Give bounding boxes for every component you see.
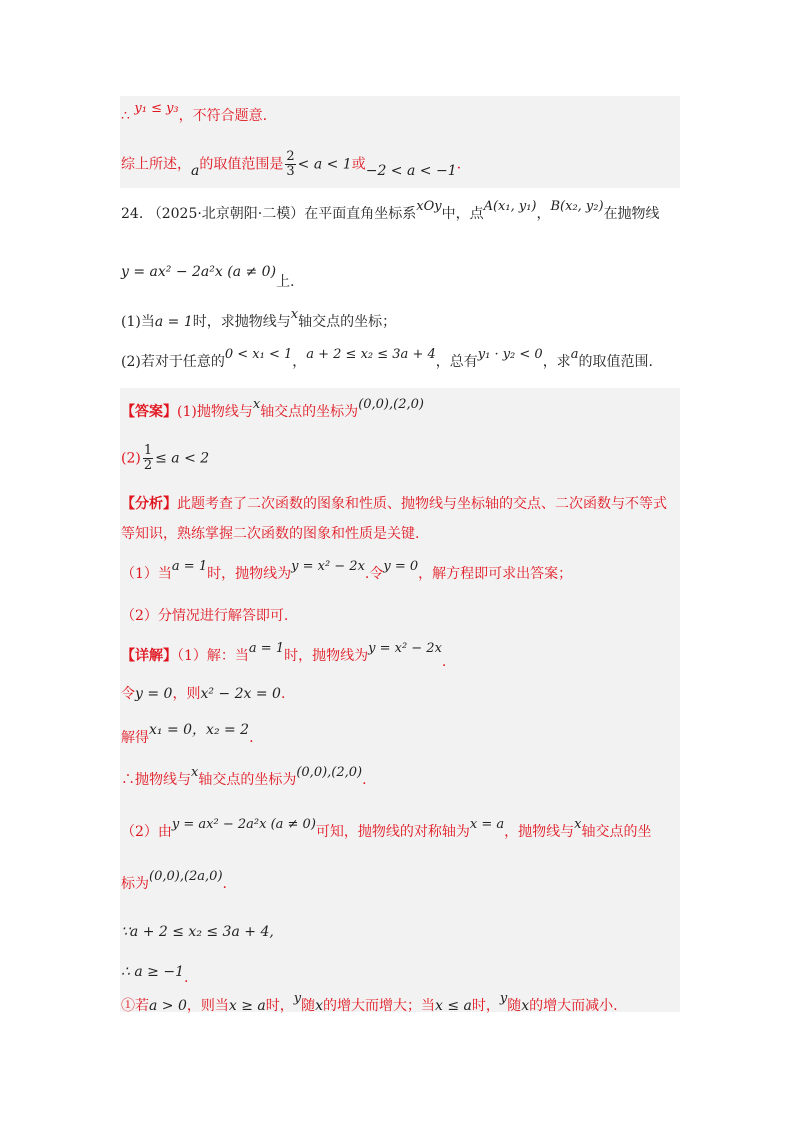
formula: y = 0	[135, 686, 173, 702]
text: .	[280, 686, 286, 702]
text: 的增大而减小.	[529, 998, 618, 1014]
numerator: 1	[143, 443, 153, 458]
problem-stem-line1	[121, 199, 660, 225]
problem-source: （2025·北京朝阳·二模）	[147, 206, 305, 222]
analysis-tag: 【分析】	[121, 496, 177, 512]
formula: −2 < a < −1	[365, 162, 457, 179]
text: 轴交点的坐标为	[198, 772, 297, 788]
variable: a	[191, 162, 200, 179]
text: ，求	[542, 354, 571, 370]
text: ∴抛物线与	[121, 772, 191, 788]
text: 的取值范围是	[199, 156, 284, 173]
text: ，	[536, 206, 551, 222]
formula: xOy	[416, 199, 442, 214]
formula: a = 1	[171, 559, 208, 574]
text: .	[222, 876, 227, 892]
analysis-line-3	[121, 559, 573, 585]
text: ，总有	[435, 354, 478, 370]
text: 时，抛物线为	[284, 648, 369, 664]
text: .	[362, 772, 367, 788]
formula: (0,0),(2,0)	[358, 397, 424, 412]
answer-tag: 【答案】	[121, 404, 177, 420]
text: ，解方程即可求出答案；	[418, 566, 573, 582]
formula: x ≤ a	[435, 998, 472, 1014]
numerator: 2	[286, 149, 295, 164]
text: 等知识，熟练掌握二次函数的图象和性质是关键.	[121, 526, 420, 542]
formula: y = x² − 2x	[368, 641, 442, 656]
detail-line-8	[121, 962, 189, 986]
text: ①若	[121, 998, 149, 1014]
formula: ≤ a < 2	[155, 450, 210, 467]
formula: (0,0),(2a,0)	[149, 869, 223, 884]
text: 可知，抛物线的对称轴为	[315, 824, 470, 840]
formula: x ≥ a	[228, 998, 266, 1014]
detail-tag: 【详解】	[121, 648, 177, 664]
detail-line-2	[121, 684, 285, 704]
answer-line-2	[121, 444, 209, 473]
problem-stem-line2	[121, 262, 295, 290]
text: 在平面直角坐标系	[304, 206, 417, 222]
text: (1)当	[121, 314, 155, 330]
formula: y = ax² − 2a²x (a ≠ 0)	[171, 817, 316, 832]
formula: a = 1	[154, 314, 193, 330]
formula: y₁ ≤ y₃	[134, 101, 179, 116]
denominator: 2	[143, 458, 153, 473]
question-2	[121, 347, 653, 373]
formula: y = ax² − 2a²x (a ≠ 0)	[121, 264, 277, 280]
detail-line-4	[121, 765, 367, 791]
text: 的增大而增大；当	[323, 998, 436, 1014]
analysis-line-2	[121, 524, 419, 544]
detail-line-3	[121, 720, 254, 746]
text: (2)若对于任意的	[121, 354, 225, 370]
text: 上.	[276, 274, 295, 290]
fraction	[143, 444, 153, 473]
text: 标为	[121, 876, 149, 892]
text: 时，求抛物线与	[192, 314, 291, 330]
text: （1）解：当	[177, 648, 249, 664]
denominator: 3	[286, 164, 295, 179]
text: .	[441, 654, 447, 670]
text: 随	[301, 998, 316, 1014]
formula: (0,0),(2,0)	[296, 765, 363, 780]
answer-line-1	[121, 397, 424, 423]
text: 轴交点的坐标；	[298, 314, 397, 330]
formula: x² − 2x = 0	[200, 686, 281, 702]
text: 此题考查了二次函数的图象和性质、抛物线与坐标轴的交点、二次函数与不等式	[177, 496, 667, 512]
detail-line-7	[121, 922, 274, 942]
variable: y	[499, 991, 508, 1006]
problem-number: 24.	[121, 206, 144, 222]
formula: A(x₁, y₁)	[483, 199, 537, 214]
text: ，抛物线与	[504, 824, 575, 840]
detail-line-5	[121, 817, 652, 843]
text: .	[183, 970, 189, 986]
text: 时，抛物线为	[207, 566, 292, 582]
text: (1)抛物线与	[177, 404, 253, 420]
text: .	[456, 156, 462, 173]
text: （2）分情况进行解答即可.	[121, 608, 289, 624]
variable: x	[521, 998, 530, 1014]
text: ，不符合题意.	[178, 108, 268, 124]
variable: x	[315, 998, 324, 1014]
variable: x	[574, 817, 582, 832]
prev-summary-line	[121, 150, 461, 179]
formula: < a < 1	[297, 156, 352, 173]
text: 中，点	[441, 206, 484, 222]
text: 综上所述，	[121, 156, 191, 173]
formula: ∵a + 2 ≤ x₂ ≤ 3a + 4,	[121, 924, 274, 940]
detail-line-1	[121, 641, 447, 670]
formula: y = x² − 2x	[291, 559, 365, 574]
text: 的取值范围.	[578, 354, 653, 370]
text: 时，	[265, 998, 294, 1014]
formula: ∴ a ≥ −1	[121, 964, 184, 980]
variable: x	[252, 397, 261, 412]
formula: a + 2 ≤ x₂ ≤ 3a + 4	[306, 347, 436, 362]
formula: y = 0	[383, 559, 419, 574]
text: ，则当	[186, 998, 229, 1014]
fraction	[285, 150, 295, 179]
text: （1）当	[121, 566, 172, 582]
detail-line-9	[121, 991, 618, 1017]
formula: a = 1	[248, 641, 285, 656]
text: (2)	[121, 450, 141, 467]
analysis-line-4	[121, 606, 288, 626]
text: 时，	[471, 998, 500, 1014]
text: 令	[121, 686, 135, 702]
text: 随	[507, 998, 522, 1014]
therefore-symbol: ∴	[121, 108, 130, 124]
formula: x = a	[469, 817, 505, 832]
analysis-line-1	[121, 494, 667, 514]
formula: x₁ = 0，x₂ = 2	[149, 722, 250, 738]
text: .令	[364, 566, 384, 582]
variable: y	[293, 991, 302, 1006]
question-1	[121, 307, 397, 333]
text: ，	[292, 354, 307, 370]
variable: x	[290, 307, 299, 322]
variable: x	[191, 765, 199, 780]
text: 轴交点的坐	[581, 824, 652, 840]
text: ，则	[172, 686, 201, 702]
text: 轴交点的坐标为	[260, 404, 359, 420]
text: （2）由	[121, 824, 172, 840]
detail-line-6	[121, 869, 227, 895]
text: 在抛物线	[603, 206, 660, 222]
text: .	[249, 730, 254, 746]
variable: a	[570, 347, 579, 362]
formula: B(x₂, y₂)	[550, 199, 604, 214]
text: 或	[351, 156, 366, 173]
text: 解得	[121, 730, 149, 746]
formula: 0 < x₁ < 1	[224, 347, 293, 362]
formula: y₁ · y₂ < 0	[477, 347, 543, 362]
prev-conclusion-line	[121, 101, 268, 127]
formula: a > 0	[149, 998, 187, 1014]
